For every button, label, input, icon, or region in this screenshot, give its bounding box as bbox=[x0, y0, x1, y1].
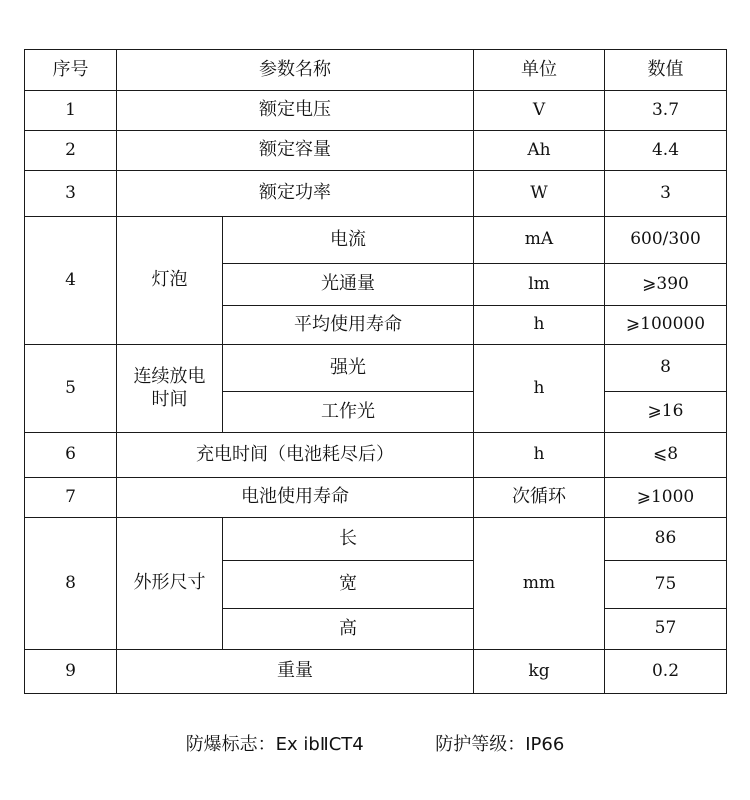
group-label: 外形尺寸 bbox=[117, 518, 223, 650]
row-param: 充电时间（电池耗尽后） bbox=[117, 433, 474, 478]
row-value: ⩾100000 bbox=[605, 306, 727, 345]
row-value: 3 bbox=[605, 171, 727, 217]
row-unit: mA bbox=[474, 217, 605, 264]
row-index: 1 bbox=[25, 91, 117, 131]
row-param: 平均使用寿命 bbox=[223, 306, 474, 345]
row-index: 2 bbox=[25, 131, 117, 171]
table-row bbox=[25, 217, 727, 264]
row-unit: 次循环 bbox=[474, 478, 605, 518]
table-row bbox=[25, 171, 727, 217]
row-param: 电流 bbox=[223, 217, 474, 264]
table-row bbox=[25, 478, 727, 518]
row-param: 电池使用寿命 bbox=[117, 478, 474, 518]
row-index: 4 bbox=[25, 217, 117, 345]
row-param: 工作光 bbox=[223, 392, 474, 433]
group-label: 灯泡 bbox=[117, 217, 223, 345]
table-row bbox=[25, 518, 727, 561]
row-index: 5 bbox=[25, 345, 117, 433]
row-unit: h bbox=[474, 345, 605, 433]
row-param: 光通量 bbox=[223, 264, 474, 306]
spec-table bbox=[24, 49, 727, 694]
row-value: 8 bbox=[605, 345, 727, 392]
row-unit: h bbox=[474, 433, 605, 478]
row-value: 3.7 bbox=[605, 91, 727, 131]
row-index: 7 bbox=[25, 478, 117, 518]
table-row bbox=[25, 650, 727, 694]
header-value: 数值 bbox=[605, 50, 727, 91]
row-param: 宽 bbox=[223, 561, 474, 609]
row-value: 57 bbox=[605, 609, 727, 650]
row-index: 8 bbox=[25, 518, 117, 650]
row-value: 86 bbox=[605, 518, 727, 561]
row-param: 额定功率 bbox=[117, 171, 474, 217]
row-value: 0.2 bbox=[605, 650, 727, 694]
protection-grade: 防护等级：IP66 bbox=[435, 734, 565, 755]
row-unit: h bbox=[474, 306, 605, 345]
table-row bbox=[25, 433, 727, 478]
group-label-line1: 连续放电 bbox=[133, 366, 206, 387]
table-row bbox=[25, 345, 727, 392]
header-param: 参数名称 bbox=[117, 50, 474, 91]
row-unit: kg bbox=[474, 650, 605, 694]
header-unit: 单位 bbox=[474, 50, 605, 91]
row-value: ⩾16 bbox=[605, 392, 727, 433]
row-param: 强光 bbox=[223, 345, 474, 392]
row-value: ⩽8 bbox=[605, 433, 727, 478]
row-param: 额定容量 bbox=[117, 131, 474, 171]
row-param: 额定电压 bbox=[117, 91, 474, 131]
explosion-mark: 防爆标志：Ex ibⅡCT4 bbox=[185, 734, 364, 755]
row-index: 9 bbox=[25, 650, 117, 694]
row-unit: W bbox=[474, 171, 605, 217]
header-index: 序号 bbox=[25, 50, 117, 91]
row-value: 4.4 bbox=[605, 131, 727, 171]
table-row bbox=[25, 131, 727, 171]
table-row bbox=[25, 91, 727, 131]
footer-notes bbox=[0, 730, 750, 756]
row-unit: Ah bbox=[474, 131, 605, 171]
row-value: ⩾390 bbox=[605, 264, 727, 306]
row-value: ⩾1000 bbox=[605, 478, 727, 518]
row-param: 长 bbox=[223, 518, 474, 561]
row-index: 6 bbox=[25, 433, 117, 478]
row-unit: lm bbox=[474, 264, 605, 306]
row-value: 600/300 bbox=[605, 217, 727, 264]
row-param: 重量 bbox=[117, 650, 474, 694]
row-value: 75 bbox=[605, 561, 727, 609]
row-param: 高 bbox=[223, 609, 474, 650]
row-index: 3 bbox=[25, 171, 117, 217]
row-unit: V bbox=[474, 91, 605, 131]
row-unit: mm bbox=[474, 518, 605, 650]
group-label bbox=[117, 345, 223, 433]
header-row bbox=[25, 50, 727, 91]
group-label-line2: 时间 bbox=[151, 388, 188, 410]
